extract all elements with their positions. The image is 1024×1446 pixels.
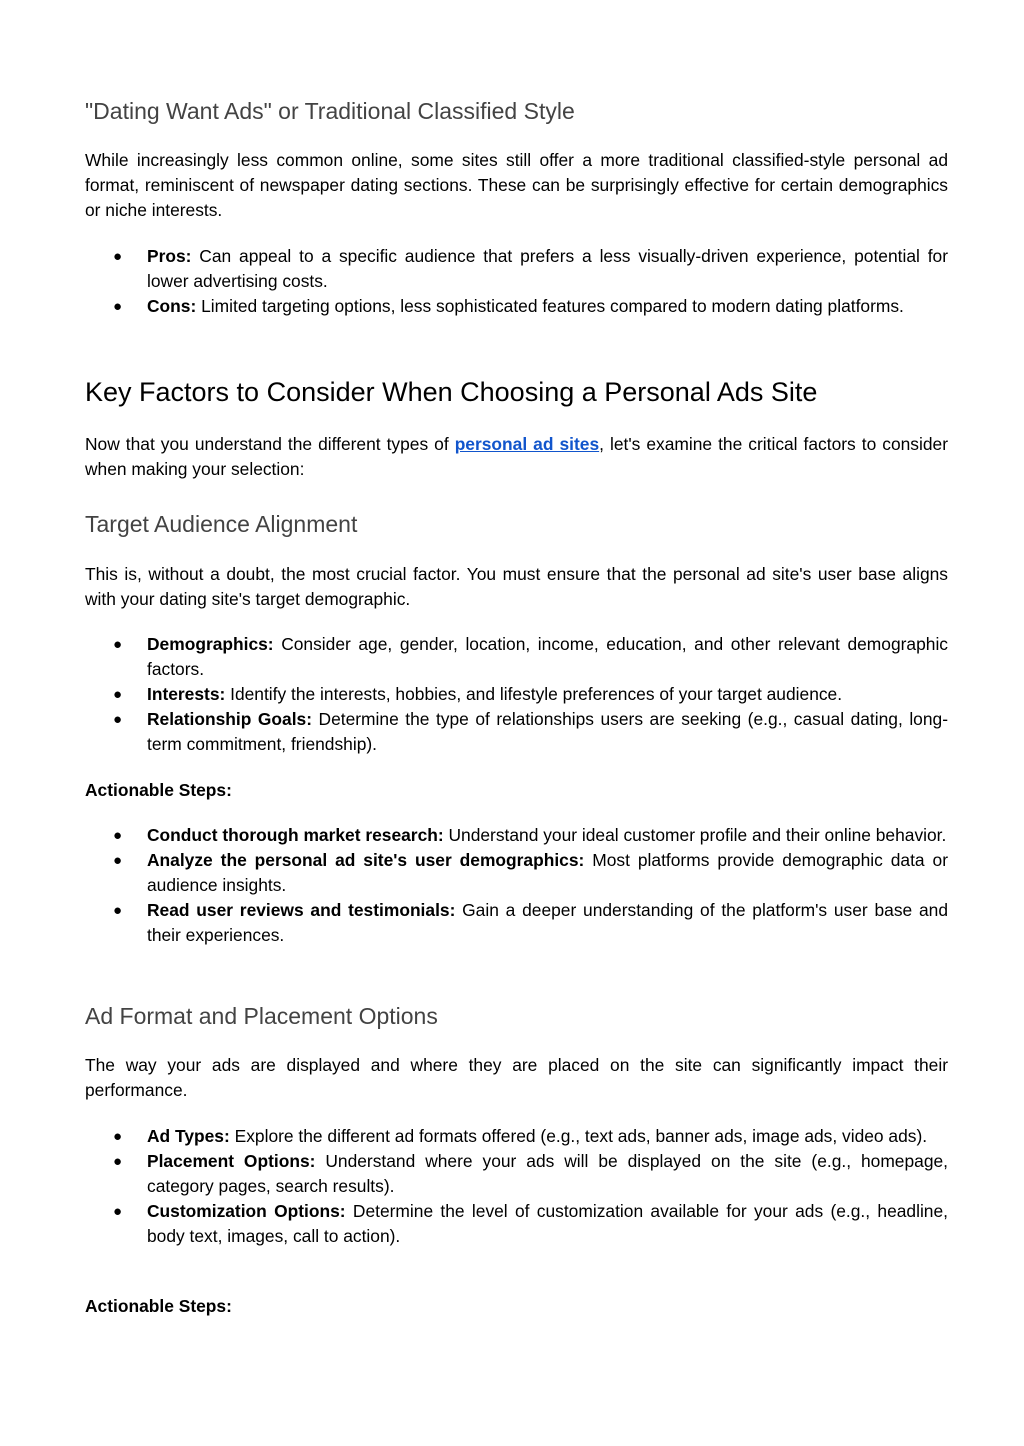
ad-options-list	[85, 1124, 948, 1249]
list-item-label: Placement Options:	[147, 1151, 316, 1171]
actionable-steps-list	[85, 823, 948, 948]
list-item	[85, 682, 948, 707]
list-item-label: Customization Options:	[147, 1201, 346, 1221]
section-heading-target-audience: Target Audience Alignment	[85, 511, 358, 537]
section-paragraph: While increasingly less common online, some sites still offer a more traditional classified-style personal ad format, reminiscent of newspaper dating sections. These can be surprisingly effective for certain demographics or niche interests.	[85, 150, 948, 220]
list-item	[85, 294, 948, 319]
list-item-label: Cons:	[147, 296, 197, 316]
intro-text-before: Now that you understand the different types of	[85, 434, 455, 454]
list-item-label: Pros:	[147, 246, 192, 266]
section-paragraph: This is, without a doubt, the most crucial factor. You must ensure that the personal ad site's user base aligns with your dating site's target demographic.	[85, 564, 948, 609]
list-item-label: Ad Types:	[147, 1126, 230, 1146]
list-item-text: Understand where your ads will be displayed on the site (e.g., homepage, category pages, search results).	[147, 1151, 949, 1196]
list-item	[85, 1199, 948, 1249]
bullet-icon: ●	[113, 852, 123, 869]
list-item-label: Demographics:	[147, 634, 274, 654]
pros-cons-list	[85, 244, 948, 319]
list-item	[85, 848, 948, 898]
list-item	[85, 1124, 948, 1149]
section-heading-ad-format: Ad Format and Placement Options	[85, 1003, 438, 1029]
list-item-text: Most platforms provide demographic data or audience insights.	[147, 850, 948, 895]
list-item-text: Consider age, gender, location, income, education, and other relevant demographic factors.	[147, 634, 948, 679]
list-item-text: Gain a deeper understanding of the platform's user base and their experiences.	[147, 900, 948, 945]
section-heading-key-factors: Key Factors to Consider When Choosing a Personal Ads Site	[85, 377, 818, 407]
list-item-label: Read user reviews and testimonials:	[147, 900, 456, 920]
list-item	[85, 632, 948, 682]
bullet-icon: ●	[113, 1153, 123, 1170]
list-item-label: Conduct thorough market research:	[147, 825, 444, 845]
list-item-text: Determine the level of customization available for your ads (e.g., headline, body text, images, call to action).	[147, 1201, 948, 1246]
bullet-icon: ●	[113, 711, 123, 728]
list-item-text: Determine the type of relationships users are seeking (e.g., casual dating, long-term commitment, friendship).	[147, 709, 948, 754]
list-item-label: Analyze the personal ad site's user demographics:	[147, 850, 585, 870]
audience-factors-list	[85, 632, 948, 757]
section-heading-dating-want-ads: "Dating Want Ads" or Traditional Classified Style	[85, 98, 575, 124]
section-paragraph: The way your ads are displayed and where they are placed on the site can significantly impact their performance.	[85, 1055, 948, 1100]
list-item	[85, 707, 948, 757]
list-item	[85, 823, 948, 848]
bullet-icon: ●	[113, 902, 123, 919]
list-item-label: Interests:	[147, 684, 226, 704]
list-item	[85, 898, 948, 948]
list-item-text: Identify the interests, hobbies, and lifestyle preferences of your target audience.	[225, 684, 843, 704]
bullet-icon: ●	[113, 298, 123, 315]
list-item-text: Understand your ideal customer profile and their online behavior.	[443, 825, 947, 845]
actionable-steps-label: Actionable Steps:	[85, 1296, 232, 1316]
personal-ad-sites-link[interactable]: personal ad sites	[454, 434, 600, 454]
bullet-icon: ●	[113, 827, 123, 844]
intro-text-after: , let's examine the critical factors to consider when making your selection:	[85, 434, 948, 479]
list-item-text: Limited targeting options, less sophisticated features compared to modern dating platforms.	[196, 296, 904, 316]
bullet-icon: ●	[113, 636, 123, 653]
bullet-icon: ●	[113, 686, 123, 703]
list-item	[85, 244, 948, 294]
bullet-icon: ●	[113, 1203, 123, 1220]
list-item-text: Can appeal to a specific audience that prefers a less visually-driven experience, potential for lower advertising costs.	[147, 246, 948, 291]
section-paragraph	[85, 432, 948, 482]
bullet-icon: ●	[113, 1128, 123, 1145]
bullet-icon: ●	[113, 248, 123, 265]
list-item	[85, 1149, 948, 1199]
list-item-text: Explore the different ad formats offered (e.g., text ads, banner ads, image ads, video ads).	[229, 1126, 928, 1146]
actionable-steps-label: Actionable Steps:	[85, 780, 232, 800]
list-item-label: Relationship Goals:	[147, 709, 312, 729]
